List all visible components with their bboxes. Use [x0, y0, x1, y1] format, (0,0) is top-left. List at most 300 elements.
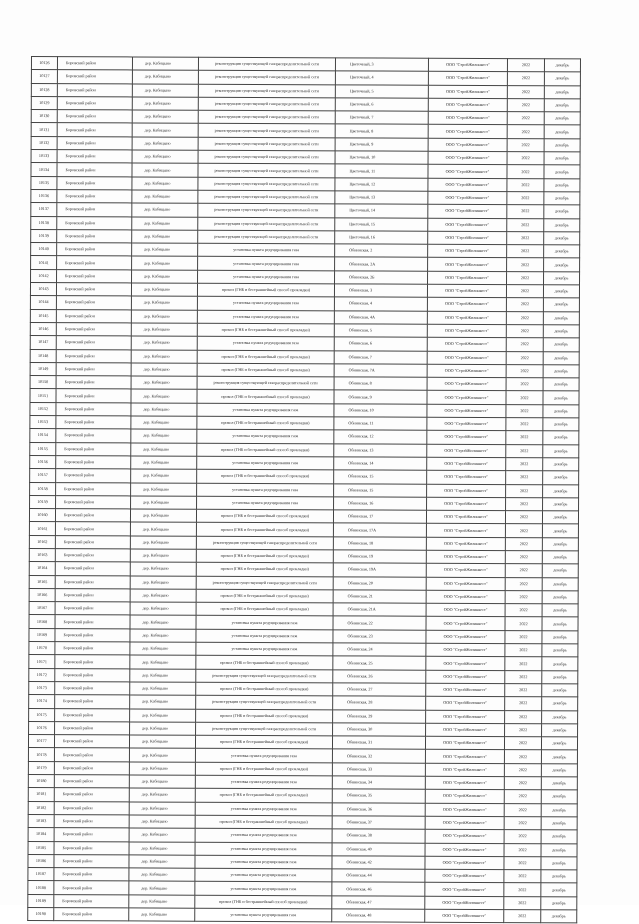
record-number-cell: 10153: [30, 416, 56, 429]
record-number-cell: 10185: [28, 841, 54, 854]
month-cell: декабрь: [542, 617, 578, 630]
district-cell: Боровский район: [55, 522, 130, 536]
work-type-cell: реконструкция существующей газораспределительной сети: [198, 57, 335, 71]
district-cell: Боровский район: [54, 894, 129, 908]
work-type-cell: прокол (ГНБ и бестраншейный способ прокладки): [196, 589, 333, 603]
settlement-cell: дер. Кабицыно: [132, 110, 198, 124]
year-cell: 2022: [507, 205, 544, 218]
contractor-cell: ООО "СтройЖилинвест": [426, 537, 505, 551]
settlement-cell: дер. Кабицыно: [129, 841, 195, 855]
record-number-cell: 10175: [29, 708, 55, 721]
address-cell: Обнинская, 42: [332, 856, 425, 870]
work-type-cell: установка пункта редуцирования газа: [197, 430, 334, 444]
settlement-cell: дер. Кабицыно: [131, 336, 197, 350]
settlement-cell: дер. Кабицыно: [130, 562, 196, 576]
work-type-cell: реконструкция существующей газораспределительной сети: [198, 203, 335, 217]
settlement-cell: дер. Кабицыно: [130, 655, 196, 669]
work-type-cell: прокол (ГНБ и бестраншейный способ прокладки): [197, 443, 334, 457]
work-type-cell: установка пункта редуцирования газа: [197, 310, 334, 324]
record-number-cell: 10154: [30, 429, 56, 442]
record-number-cell: 10147: [30, 336, 56, 349]
year-cell: 2022: [505, 511, 542, 524]
record-number-cell: 10172: [29, 668, 55, 681]
record-number-cell: 10140: [31, 243, 57, 256]
record-number-cell: 10190: [28, 907, 54, 920]
year-cell: 2022: [505, 697, 542, 710]
district-cell: Боровский район: [55, 588, 130, 602]
record-number-cell: 10143: [30, 283, 56, 296]
address-cell: Обнинская, 37: [332, 816, 425, 830]
month-cell: декабрь: [543, 471, 579, 484]
year-cell: 2022: [507, 85, 544, 98]
work-type-cell: реконструкция существующей газораспределительной сети: [198, 137, 335, 151]
work-type-cell: установка пункта редуцирования газа: [197, 297, 334, 311]
year-cell: 2022: [505, 723, 542, 736]
month-cell: декабрь: [541, 817, 577, 830]
contractor-cell: ООО "СтройЖилинвест": [428, 125, 507, 139]
work-type-cell: установка пункта редуцирования газа: [197, 456, 334, 470]
month-cell: декабрь: [543, 298, 579, 311]
year-cell: 2022: [504, 803, 541, 816]
district-cell: Боровский район: [56, 482, 131, 496]
contractor-cell: ООО "СтройЖилинвест": [425, 790, 504, 804]
year-cell: 2022: [507, 271, 544, 284]
work-type-cell: установка пункта редуцирования газа: [195, 882, 332, 896]
district-cell: Боровский район: [56, 309, 131, 323]
work-type-cell: прокол (ГНБ и бестраншейный способ прокладки): [197, 416, 334, 430]
address-cell: Обнинская, 33: [332, 763, 425, 777]
district-cell: Боровский район: [56, 416, 131, 430]
address-cell: Обнинская, 13: [334, 443, 427, 457]
contractor-cell: ООО "СтройЖилинвест": [427, 337, 506, 351]
month-cell: декабрь: [544, 72, 580, 85]
settlement-cell: дер. Кабицыно: [132, 190, 198, 204]
district-cell: Боровский район: [54, 868, 129, 882]
year-cell: 2022: [505, 617, 542, 630]
contractor-cell: ООО "СтройЖилинвест": [426, 524, 505, 538]
record-number-cell: 10150: [30, 376, 56, 389]
district-cell: Боровский район: [54, 841, 129, 855]
record-number-cell: 10135: [31, 176, 57, 189]
record-number-cell: 10162: [29, 535, 55, 548]
work-type-cell: реконструкция существующей газораспределительной сети: [198, 124, 335, 138]
month-cell: декабрь: [542, 670, 578, 683]
month-cell: декабрь: [542, 657, 578, 670]
contractor-cell: ООО "СтройЖилинвест": [425, 736, 504, 750]
year-cell: 2022: [505, 710, 542, 723]
contractor-cell: ООО "СтройЖилинвест": [426, 630, 505, 644]
contractor-cell: ООО "СтройЖилинвест": [427, 497, 506, 511]
year-cell: 2022: [504, 896, 541, 909]
district-cell: Боровский район: [57, 256, 132, 270]
settlement-cell: дер. Кабицыно: [129, 775, 195, 789]
contractor-cell: ООО "СтройЖилинвест": [428, 231, 507, 245]
contractor-cell: ООО "СтройЖилинвест": [427, 298, 506, 312]
district-cell: Боровский район: [55, 655, 130, 669]
district-cell: Боровский район: [54, 881, 129, 895]
record-number-cell: 10189: [28, 894, 54, 907]
year-cell: 2022: [506, 311, 543, 324]
address-cell: Обнинская, 15: [334, 470, 427, 484]
work-type-cell: установка пункта редуцирования газа: [195, 855, 332, 869]
month-cell: декабрь: [543, 285, 579, 298]
district-cell: Боровский район: [56, 429, 131, 443]
district-cell: Боровский район: [57, 70, 132, 84]
address-cell: Цветочный, 6: [335, 98, 428, 112]
address-cell: Обнинская, 28: [333, 696, 426, 710]
district-cell: Боровский район: [56, 442, 131, 456]
work-type-cell: реконструкция существующей газораспределительной сети: [196, 669, 333, 683]
record-number-cell: 10180: [28, 775, 54, 788]
record-number-cell: 10134: [31, 163, 57, 176]
contractor-cell: ООО "СтройЖилинвест": [425, 909, 504, 923]
record-number-cell: 10136: [31, 189, 57, 202]
address-cell: Обнинская, 21А: [333, 603, 426, 617]
month-cell: декабрь: [543, 498, 579, 511]
contractor-cell: ООО "СтройЖилинвест": [426, 723, 505, 737]
year-cell: 2022: [504, 843, 541, 856]
contractor-cell: ООО "СтройЖилинвест": [427, 457, 506, 471]
contractor-cell: ООО "СтройЖилинвест": [426, 670, 505, 684]
settlement-cell: дер. Кабицыно: [132, 137, 198, 151]
month-cell: декабрь: [542, 604, 578, 617]
district-cell: Боровский район: [57, 190, 132, 204]
work-type-cell: установка пункта редуцирования газа: [195, 749, 332, 763]
district-cell: Боровский район: [57, 176, 132, 190]
month-cell: декабрь: [542, 591, 578, 604]
work-type-cell: прокол (ГНБ и бестраншейный способ прокладки): [196, 656, 333, 670]
work-type-cell: прокол (ГНБ и бестраншейный способ прокладки): [197, 350, 334, 364]
year-cell: 2022: [506, 471, 543, 484]
year-cell: 2022: [506, 404, 543, 417]
work-type-cell: установка пункта редуцирования газа: [197, 403, 334, 417]
month-cell: декабрь: [543, 378, 579, 391]
address-cell: Цветочный, 14: [335, 204, 428, 218]
month-cell: декабрь: [544, 205, 580, 218]
month-cell: декабрь: [541, 777, 577, 790]
settlement-cell: дер. Кабицыно: [130, 522, 196, 536]
settlement-cell: дер. Кабицыно: [131, 482, 197, 496]
contractor-cell: ООО "СтройЖилинвест": [426, 657, 505, 671]
month-cell: декабрь: [543, 325, 579, 338]
district-cell: Боровский район: [57, 136, 132, 150]
address-cell: Обнинская, 32: [332, 749, 425, 763]
district-cell: Боровский район: [57, 163, 132, 177]
settlement-cell: дер. Кабицыно: [131, 296, 197, 310]
address-cell: Обнинская, 17: [333, 510, 426, 524]
work-type-cell: реконструкция существующей газораспределительной сети: [198, 110, 335, 124]
address-cell: Обнинская, 14: [334, 457, 427, 471]
month-cell: декабрь: [544, 112, 580, 125]
settlement-cell: дер. Кабицыно: [129, 828, 195, 842]
work-type-cell: установка пункта редуцирования газа: [197, 336, 334, 350]
address-cell: Обнинская, 2А: [335, 257, 428, 271]
contractor-cell: ООО "СтройЖилинвест": [425, 803, 504, 817]
record-number-cell: 10156: [30, 455, 56, 468]
settlement-cell: дер. Кабицыно: [131, 323, 197, 337]
district-cell: Боровский район: [56, 349, 131, 363]
month-cell: декабрь: [541, 790, 577, 803]
district-cell: Боровский район: [56, 323, 131, 337]
work-type-cell: прокол (ГНБ и бестраншейный способ прокладки): [195, 735, 332, 749]
district-cell: Боровский район: [56, 456, 131, 470]
address-cell: Цветочный, 7: [335, 111, 428, 125]
contractor-cell: ООО "СтройЖилинвест": [426, 643, 505, 657]
district-cell: Боровский район: [57, 97, 132, 111]
address-cell: Обнинская, 7А: [334, 364, 427, 378]
settlement-cell: дер. Кабицыно: [132, 150, 198, 164]
district-cell: Боровский район: [54, 828, 129, 842]
contractor-cell: ООО "СтройЖилинвест": [428, 72, 507, 86]
month-cell: декабрь: [544, 245, 580, 258]
settlement-cell: дер. Кабицыно: [130, 589, 196, 603]
record-number-cell: 10184: [28, 828, 54, 841]
month-cell: декабрь: [542, 644, 578, 657]
month-cell: декабрь: [543, 431, 579, 444]
record-number-cell: 10139: [31, 229, 57, 242]
settlement-cell: дер. Кабицыно: [130, 509, 196, 523]
district-cell: Боровский район: [56, 296, 131, 310]
district-cell: Боровский район: [56, 402, 131, 416]
district-cell: Боровский район: [55, 628, 130, 642]
year-cell: 2022: [505, 657, 542, 670]
district-cell: Боровский район: [55, 721, 130, 735]
contractor-cell: ООО "СтройЖилинвест": [426, 710, 505, 724]
month-cell: декабрь: [542, 710, 578, 723]
district-cell: Боровский район: [56, 362, 131, 376]
table-body: [28, 57, 581, 924]
year-cell: 2022: [505, 684, 542, 697]
record-number-cell: 10165: [29, 575, 55, 588]
work-type-cell: реконструкция существующей газораспределительной сети: [198, 177, 335, 191]
address-cell: Обнинская, 9: [334, 390, 427, 404]
month-cell: декабрь: [541, 857, 577, 870]
work-type-cell: прокол (ГНБ и бестраншейный способ прокладки): [197, 283, 334, 297]
month-cell: декабрь: [542, 511, 578, 524]
table-row: [28, 907, 577, 923]
district-cell: Боровский район: [57, 243, 132, 257]
settlement-cell: дер. Кабицыно: [130, 669, 196, 683]
record-number-cell: 10159: [30, 495, 56, 508]
district-cell: Боровский район: [57, 150, 132, 164]
year-cell: 2022: [504, 777, 541, 790]
contractor-cell: ООО "СтройЖилинвест": [425, 776, 504, 790]
month-cell: декабрь: [543, 351, 579, 364]
settlement-cell: дер. Кабицыно: [131, 376, 197, 390]
year-cell: 2022: [504, 790, 541, 803]
contractor-cell: ООО "СтройЖилинвест": [426, 577, 505, 591]
record-number-cell: 10177: [28, 735, 54, 748]
address-cell: Цветочный, 8: [335, 124, 428, 138]
address-cell: Обнинская, 2Б: [335, 271, 428, 285]
month-cell: декабрь: [542, 577, 578, 590]
year-cell: 2022: [505, 630, 542, 643]
settlement-cell: дер. Кабицыно: [132, 270, 198, 284]
record-number-cell: 10163: [29, 548, 55, 561]
contractor-cell: ООО "СтройЖилинвест": [427, 351, 506, 365]
settlement-cell: дер. Кабицыно: [129, 802, 195, 816]
month-cell: декабрь: [543, 391, 579, 404]
month-cell: декабрь: [544, 125, 580, 138]
record-number-cell: 10149: [30, 362, 56, 375]
district-cell: Боровский район: [55, 509, 130, 523]
month-cell: декабрь: [542, 524, 578, 537]
address-cell: Цветочный, 9: [335, 138, 428, 152]
settlement-cell: дер. Кабицыно: [130, 642, 196, 656]
record-number-cell: 10130: [31, 110, 57, 123]
work-type-cell: прокол (ГНБ и бестраншейный способ прокладки): [196, 563, 333, 577]
contractor-cell: ООО "СтройЖилинвест": [425, 843, 504, 857]
contractor-cell: ООО "СтройЖилинвест": [428, 271, 507, 285]
record-number-cell: 10187: [28, 868, 54, 881]
address-cell: Обнинская, 19: [333, 550, 426, 564]
address-cell: Обнинская, 30: [333, 723, 426, 737]
contractor-cell: ООО "СтройЖилинвест": [428, 258, 507, 272]
record-number-cell: 10181: [28, 788, 54, 801]
year-cell: 2022: [504, 830, 541, 843]
contractor-cell: ООО "СтройЖилинвест": [428, 111, 507, 125]
work-type-cell: прокол (ГНБ и бестраншейный способ прокладки): [197, 323, 334, 337]
settlement-cell: дер. Кабицыно: [130, 629, 196, 643]
address-cell: Обнинская, 18: [333, 537, 426, 551]
settlement-cell: дер. Кабицыно: [130, 576, 196, 590]
year-cell: 2022: [505, 590, 542, 603]
address-cell: Обнинская, 35: [332, 789, 425, 803]
district-cell: Боровский район: [56, 389, 131, 403]
contractor-cell: ООО "СтройЖилинвест": [425, 816, 504, 830]
record-number-cell: 10127: [31, 70, 57, 83]
settlement-cell: дер. Кабицыно: [130, 615, 196, 629]
month-cell: декабрь: [541, 750, 577, 763]
month-cell: декабрь: [541, 843, 577, 856]
district-cell: Боровский район: [54, 735, 129, 749]
year-cell: 2022: [506, 457, 543, 470]
contractor-cell: ООО "СтройЖилинвест": [426, 564, 505, 578]
month-cell: декабрь: [543, 365, 579, 378]
year-cell: 2022: [507, 231, 544, 244]
work-type-cell: прокол (ГНБ и бестраншейный способ прокладки): [196, 549, 333, 563]
month-cell: декабрь: [541, 910, 577, 923]
work-type-cell: реконструкция существующей газораспределительной сети: [198, 190, 335, 204]
contractor-cell: ООО "СтройЖилинвест": [426, 683, 505, 697]
record-number-cell: 10188: [28, 881, 54, 894]
address-cell: Цветочный, 15: [335, 217, 428, 231]
record-number-cell: 10179: [28, 761, 54, 774]
year-cell: 2022: [506, 497, 543, 510]
contractor-cell: ООО "СтройЖилинвест": [428, 218, 507, 232]
settlement-cell: дер. Кабицыно: [131, 443, 197, 457]
settlement-cell: дер. Кабицыно: [131, 349, 197, 363]
contractor-cell: ООО "СтройЖилинвест": [427, 470, 506, 484]
record-number-cell: 10146: [30, 322, 56, 335]
work-type-cell: установка пункта редуцирования газа: [195, 868, 332, 882]
work-type-cell: прокол (ГНБ и бестраншейный способ прокладки): [195, 789, 332, 803]
contractor-cell: ООО "СтройЖилинвест": [428, 165, 507, 179]
district-cell: Боровский район: [54, 788, 129, 802]
year-cell: 2022: [506, 431, 543, 444]
district-cell: Боровский район: [57, 229, 132, 243]
address-cell: Цветочный, 10: [335, 151, 428, 165]
district-cell: Боровский район: [56, 336, 131, 350]
address-cell: Цветочный, 11: [335, 164, 428, 178]
year-cell: 2022: [506, 444, 543, 457]
month-cell: декабрь: [544, 85, 580, 98]
year-cell: 2022: [506, 378, 543, 391]
work-type-cell: установка пункта редуцирования газа: [198, 243, 335, 257]
work-type-cell: прокол (ГНБ и бестраншейный способ прокладки): [196, 682, 333, 696]
month-cell: декабрь: [543, 311, 579, 324]
settlement-cell: дер. Кабицыно: [131, 429, 197, 443]
district-cell: Боровский район: [56, 469, 131, 483]
district-cell: Боровский район: [54, 775, 129, 789]
year-cell: 2022: [505, 644, 542, 657]
month-cell: декабрь: [541, 883, 577, 896]
contractor-cell: ООО "СтройЖилинвест": [427, 324, 506, 338]
record-number-cell: 10161: [29, 522, 55, 535]
work-type-cell: прокол (ГНБ и бестраншейный способ прокладки): [196, 509, 333, 523]
month-cell: декабрь: [544, 258, 580, 271]
work-type-cell: установка пункта редуцирования газа: [196, 642, 333, 656]
record-number-cell: 10155: [30, 442, 56, 455]
record-number-cell: 10169: [29, 628, 55, 641]
settlement-cell: дер. Кабицыно: [132, 177, 198, 191]
year-cell: 2022: [505, 524, 542, 537]
contractor-cell: ООО "СтройЖилинвест": [427, 311, 506, 325]
settlement-cell: дер. Кабицыно: [129, 788, 195, 802]
work-type-cell: прокол (ГНБ и бестраншейный способ прокладки): [195, 762, 332, 776]
contractor-cell: ООО "СтройЖилинвест": [427, 284, 506, 298]
settlement-cell: дер. Кабицыно: [132, 203, 198, 217]
record-number-cell: 10129: [31, 96, 57, 109]
year-cell: 2022: [507, 218, 544, 231]
settlement-cell: дер. Кабицыно: [130, 549, 196, 563]
district-cell: Боровский район: [54, 801, 129, 815]
settlement-cell: дер. Кабицыно: [131, 403, 197, 417]
work-type-cell: установка пункта редуцирования газа: [195, 828, 332, 842]
month-cell: декабрь: [544, 232, 580, 245]
district-cell: Боровский район: [55, 575, 130, 589]
work-type-cell: реконструкция существующей газораспределительной сети: [198, 230, 335, 244]
district-cell: Боровский район: [55, 668, 130, 682]
year-cell: 2022: [505, 537, 542, 550]
year-cell: 2022: [504, 883, 541, 896]
settlement-cell: дер. Кабицыно: [132, 97, 198, 111]
address-cell: Обнинская, 5: [334, 324, 427, 338]
work-type-cell: реконструкция существующей газораспределительной сети: [198, 71, 335, 85]
work-type-cell: прокол (ГНБ и бестраншейный способ прокладки): [195, 815, 332, 829]
address-cell: Обнинская, 15: [334, 483, 427, 497]
year-cell: 2022: [504, 737, 541, 750]
contractor-cell: ООО "СтройЖилинвест": [425, 829, 504, 843]
settlement-cell: дер. Кабицыно: [131, 496, 197, 510]
settlement-cell: дер. Кабицыно: [132, 70, 198, 84]
district-cell: Боровский район: [55, 682, 130, 696]
settlement-cell: дер. Кабицыно: [129, 908, 195, 922]
address-cell: Цветочный, 13: [335, 191, 428, 205]
year-cell: 2022: [506, 364, 543, 377]
contractor-cell: ООО "СтройЖилинвест": [426, 590, 505, 604]
settlement-cell: дер. Кабицыно: [129, 762, 195, 776]
record-number-cell: 10131: [31, 123, 57, 136]
month-cell: декабрь: [544, 165, 580, 178]
month-cell: декабрь: [541, 830, 577, 843]
settlement-cell: дер. Кабицыно: [130, 536, 196, 550]
month-cell: декабрь: [542, 564, 578, 577]
address-cell: Обнинская, 22: [333, 616, 426, 630]
record-number-cell: 10164: [29, 562, 55, 575]
settlement-cell: дер. Кабицыно: [131, 389, 197, 403]
address-cell: Обнинская, 11: [334, 417, 427, 431]
